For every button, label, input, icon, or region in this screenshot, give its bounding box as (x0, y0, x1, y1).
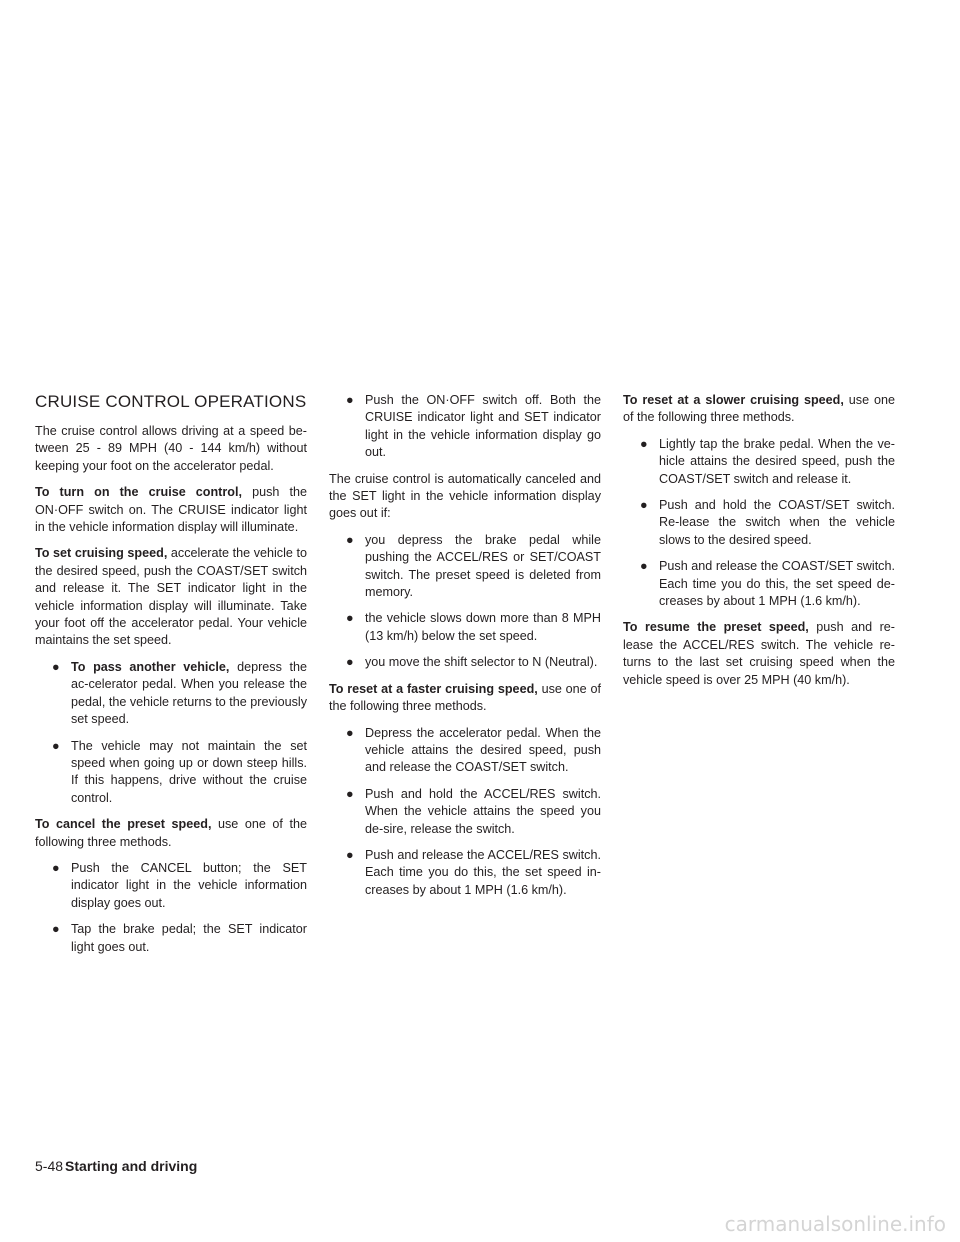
bullet-icon: ● (52, 922, 60, 937)
slower-item-text: Lightly tap the brake pedal. When the ve-hicle attains the desired speed, push the COAST/SET switch and release it. (659, 436, 895, 486)
column-1 (35, 392, 307, 965)
list-item (329, 392, 601, 462)
list-item (623, 558, 895, 610)
bullet-icon: ● (52, 860, 60, 875)
page-number: 5-48 (35, 1158, 64, 1174)
faster-item-text: Push and release the ACCEL/RES switch. Each time you do this, the set speed in-creases by about 1 MPH (1.6 km/h). (365, 847, 601, 897)
list-item (329, 654, 601, 671)
steep-hills-text: The vehicle may not maintain the set speed when going up or down steep hills. If this happens, drive without the cruise control. (71, 738, 307, 805)
on-off-text: Push the ON·OFF switch off. Both the CRUISE indicator light and SET indicator light in the vehicle information display go out. (365, 393, 601, 460)
pass-vehicle-text: depress the ac-celerator pedal. When you release the pedal, the vehicle returns to the previously set speed. (71, 659, 308, 727)
slower-speed-bullets (623, 436, 895, 611)
list-item (329, 610, 601, 645)
faster-item-text: Push and hold the ACCEL/RES switch. When the vehicle attains the speed you de-sire, release the switch. (365, 786, 601, 836)
bullet-icon: ● (346, 655, 354, 670)
watermark: carmanualsonline.info (724, 1212, 946, 1236)
page-footer (35, 1158, 197, 1174)
list-item (329, 786, 601, 838)
bullet-icon: ● (52, 659, 60, 674)
slower-speed-text: use one of the following three methods. (623, 393, 895, 425)
auto-cancel-paragraph: The cruise control is automatically canceled and the SET light in the vehicle information display goes out if: (329, 471, 601, 521)
set-speed-lead: To set cruising speed, (35, 546, 168, 561)
list-item (35, 738, 307, 808)
cancel-text: use one of the following three methods. (35, 817, 307, 849)
list-item (329, 847, 601, 899)
slower-speed-lead: To reset at a slower cruising speed, (623, 393, 844, 407)
list-item (35, 659, 307, 729)
faster-item-text: Depress the accelerator pedal. When the vehicle attains the desired speed, push and release the COAST/SET switch. (365, 725, 601, 775)
bullet-icon: ● (346, 786, 354, 801)
cancel-bullets-continued (329, 392, 601, 462)
resume-paragraph (623, 619, 895, 689)
auto-cancel-bullets (329, 532, 601, 672)
bullet-icon: ● (346, 847, 354, 862)
bullet-icon: ● (640, 498, 648, 513)
list-item (623, 436, 895, 488)
auto-cancel-item-text: you depress the brake pedal while pushing the ACCEL/RES or SET/COAST switch. The preset speed is deleted from memory. (365, 532, 601, 600)
list-item (623, 497, 895, 549)
intro-paragraph: The cruise control allows driving at a speed be-tween 25 - 89 MPH (40 - 144 km/h) without keeping your foot on the accelerator pedal. (35, 424, 307, 473)
set-speed-paragraph (35, 545, 307, 649)
slower-item-text: Push and hold the COAST/SET switch. Re-lease the switch when the vehicle slows to the desired speed. (659, 498, 895, 547)
slower-speed-paragraph (623, 392, 895, 427)
faster-speed-paragraph (329, 681, 601, 716)
bullet-icon: ● (640, 436, 648, 451)
brake-tap-text: Tap the brake pedal; the SET indicator light goes out. (71, 922, 307, 954)
list-item (329, 725, 601, 777)
column-2 (329, 392, 601, 908)
auto-cancel-item-text: you move the shift selector to N (Neutral). (365, 655, 598, 670)
set-speed-text: accelerate the vehicle to the desired speed, push the COAST/SET switch and release it. The SET indicator light in the vehicle information display will illuminate. Take your foot off the accelerator pedal. Your vehicle maintains the set speed. (35, 546, 307, 648)
auto-cancel-item-text: the vehicle slows down more than 8 MPH (13 km/h) below the set speed. (365, 611, 601, 643)
slower-item-text: Push and release the COAST/SET switch. Each time you do this, the set speed de-creases by about 1 MPH (1.6 km/h). (659, 559, 895, 609)
bullet-icon: ● (52, 738, 60, 753)
faster-speed-bullets (329, 725, 601, 900)
bullet-icon: ● (640, 559, 648, 574)
turn-on-paragraph (35, 484, 307, 536)
turn-on-text: push the ON·OFF switch on. The CRUISE indicator light in the vehicle information display will illuminate. (35, 485, 307, 535)
resume-text: push and re-lease the ACCEL/RES switch. The vehicle re-turns to the last set cruising speed when the vehicle speed is over 25 MPH (40 km/h). (623, 620, 895, 687)
bullet-icon: ● (346, 725, 354, 740)
column-3 (623, 392, 895, 698)
list-item (35, 860, 307, 912)
section-heading: CRUISE CONTROL OPERATIONS (35, 392, 307, 411)
pass-vehicle-lead: To pass another vehicle, (71, 659, 230, 674)
faster-speed-lead: To reset at a faster cruising speed, (329, 681, 538, 696)
cancel-bullets (35, 860, 307, 956)
list-item (35, 921, 307, 956)
bullet-icon: ● (346, 393, 354, 407)
bullet-icon: ● (346, 611, 354, 626)
section-name: Starting and driving (65, 1158, 198, 1174)
cancel-paragraph (35, 816, 307, 851)
list-item (329, 532, 601, 602)
cancel-lead: To cancel the preset speed, (35, 817, 212, 832)
turn-on-lead: To turn on the cruise control, (35, 485, 242, 500)
faster-speed-text: use one of the following three methods. (329, 681, 601, 714)
set-speed-bullets (35, 659, 307, 807)
cancel-button-text: Push the CANCEL button; the SET indicator light in the vehicle information display goes out. (71, 860, 307, 910)
bullet-icon: ● (346, 532, 354, 547)
resume-lead: To resume the preset speed, (623, 620, 809, 635)
